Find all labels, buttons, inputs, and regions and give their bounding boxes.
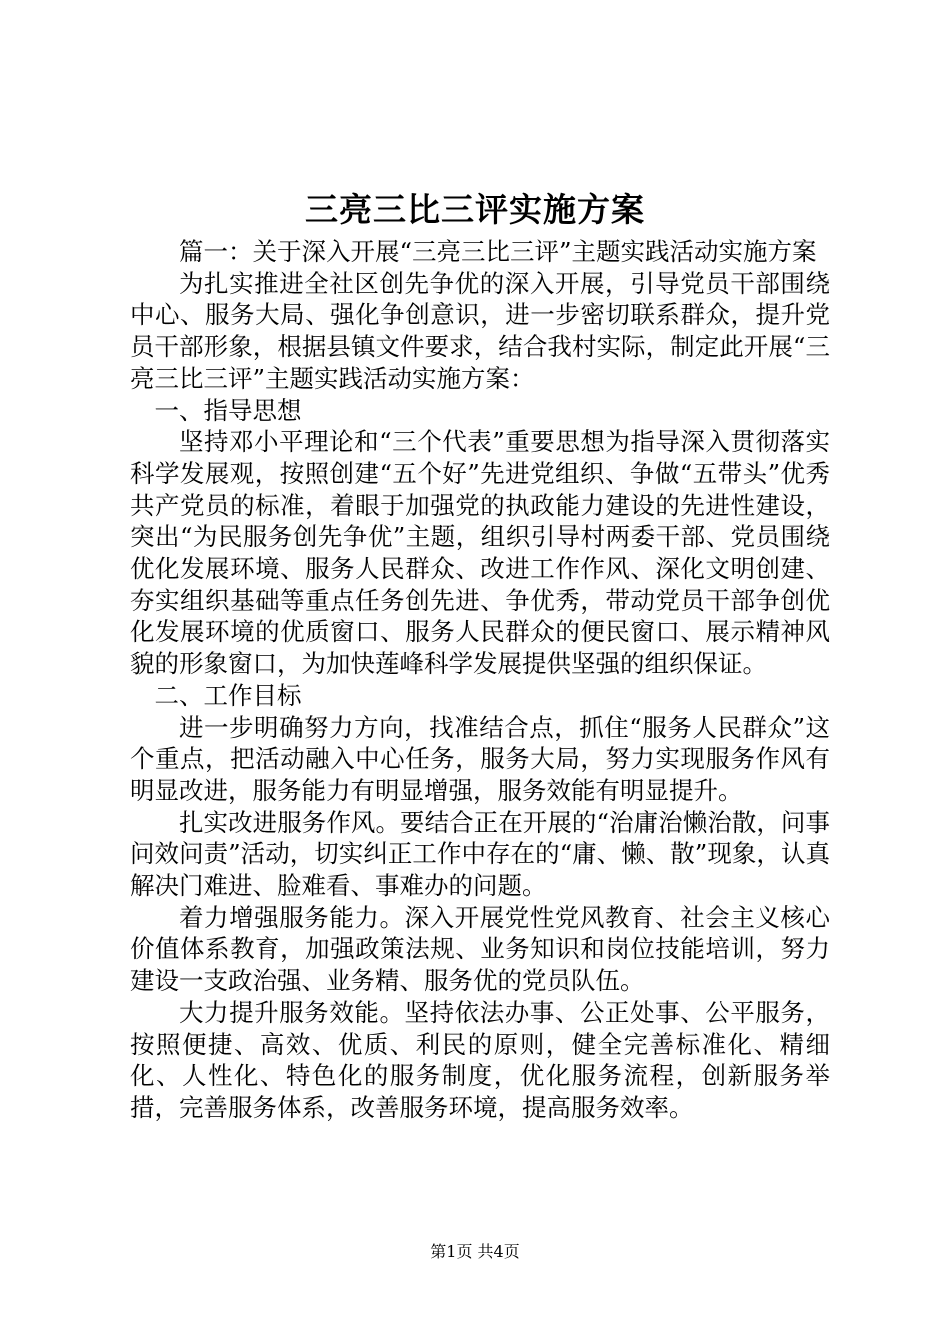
paragraph: 篇一：关于深入开展“三亮三比三评”主题实践活动实施方案 [179, 237, 817, 266]
section-heading: 二、工作目标 [154, 680, 302, 710]
paragraph: 着力增强服务能力。深入开展党性党风教育、社会主义核心价值体系教育，加强政策法规、业务知识和岗位技能培训，努力建设一支政治强、业务精、服务优的党员队伍。 [130, 902, 830, 996]
document-title: 三亮三比三评实施方案 [305, 190, 645, 229]
paragraph: 坚持邓小平理论和“三个代表”重要思想为指导深入贯彻落实科学发展观，按照创建“五个好”先进党组织、争做“五带头”优秀共产党员的标准，着眼于加强党的执政能力建设的先进性建设，突出“为民服务创先争优”主题，组织引导村两委干部、党员围绕优化发展环境、服务人民群众、改进工作作风、深化文明创建、夯实组织基础等重点任务创先进、争优秀，带动党员干部争创优化发展环境的优质窗口、服务人民群众的便民窗口、展示精神风貌的形象窗口，为加快莲峰科学发展提供坚强的组织保证。 [130, 427, 830, 679]
paragraph: 进一步明确努力方向，找准结合点，抓住“服务人民群众”这个重点，把活动融入中心任务，服务大局，努力实现服务作风有明显改进，服务能力有明显增强，服务效能有明显提升。 [130, 712, 830, 805]
document-body [130, 236, 830, 1124]
paragraph: 扎实改进服务作风。要结合正在开展的“治庸治懒治散，问事问效问责”活动，切实纠正工作中存在的“庸、懒、散”现象，认真解决门难进、脸难看、事难办的问题。 [130, 807, 830, 901]
page-footer: 第1页 共4页 [430, 1242, 520, 1261]
paragraph: 大力提升服务效能。坚持依法办事、公正处事、公平服务，按照便捷、高效、优质、利民的原则，健全完善标准化、精细化、人性化、特色化的服务制度，优化服务流程，创新服务举措，完善服务体系，改善服务环境，提高服务效率。 [130, 997, 830, 1122]
section-heading: 一、指导思想 [154, 395, 302, 425]
paragraph: 为扎实推进全社区创先争优的深入开展，引导党员干部围绕中心、服务大局、强化争创意识，进一步密切联系群众，提升党员干部形象，根据县镇文件要求，结合我村实际，制定此开展“三亮三比三评”主题实践活动实施方案： [130, 268, 830, 393]
